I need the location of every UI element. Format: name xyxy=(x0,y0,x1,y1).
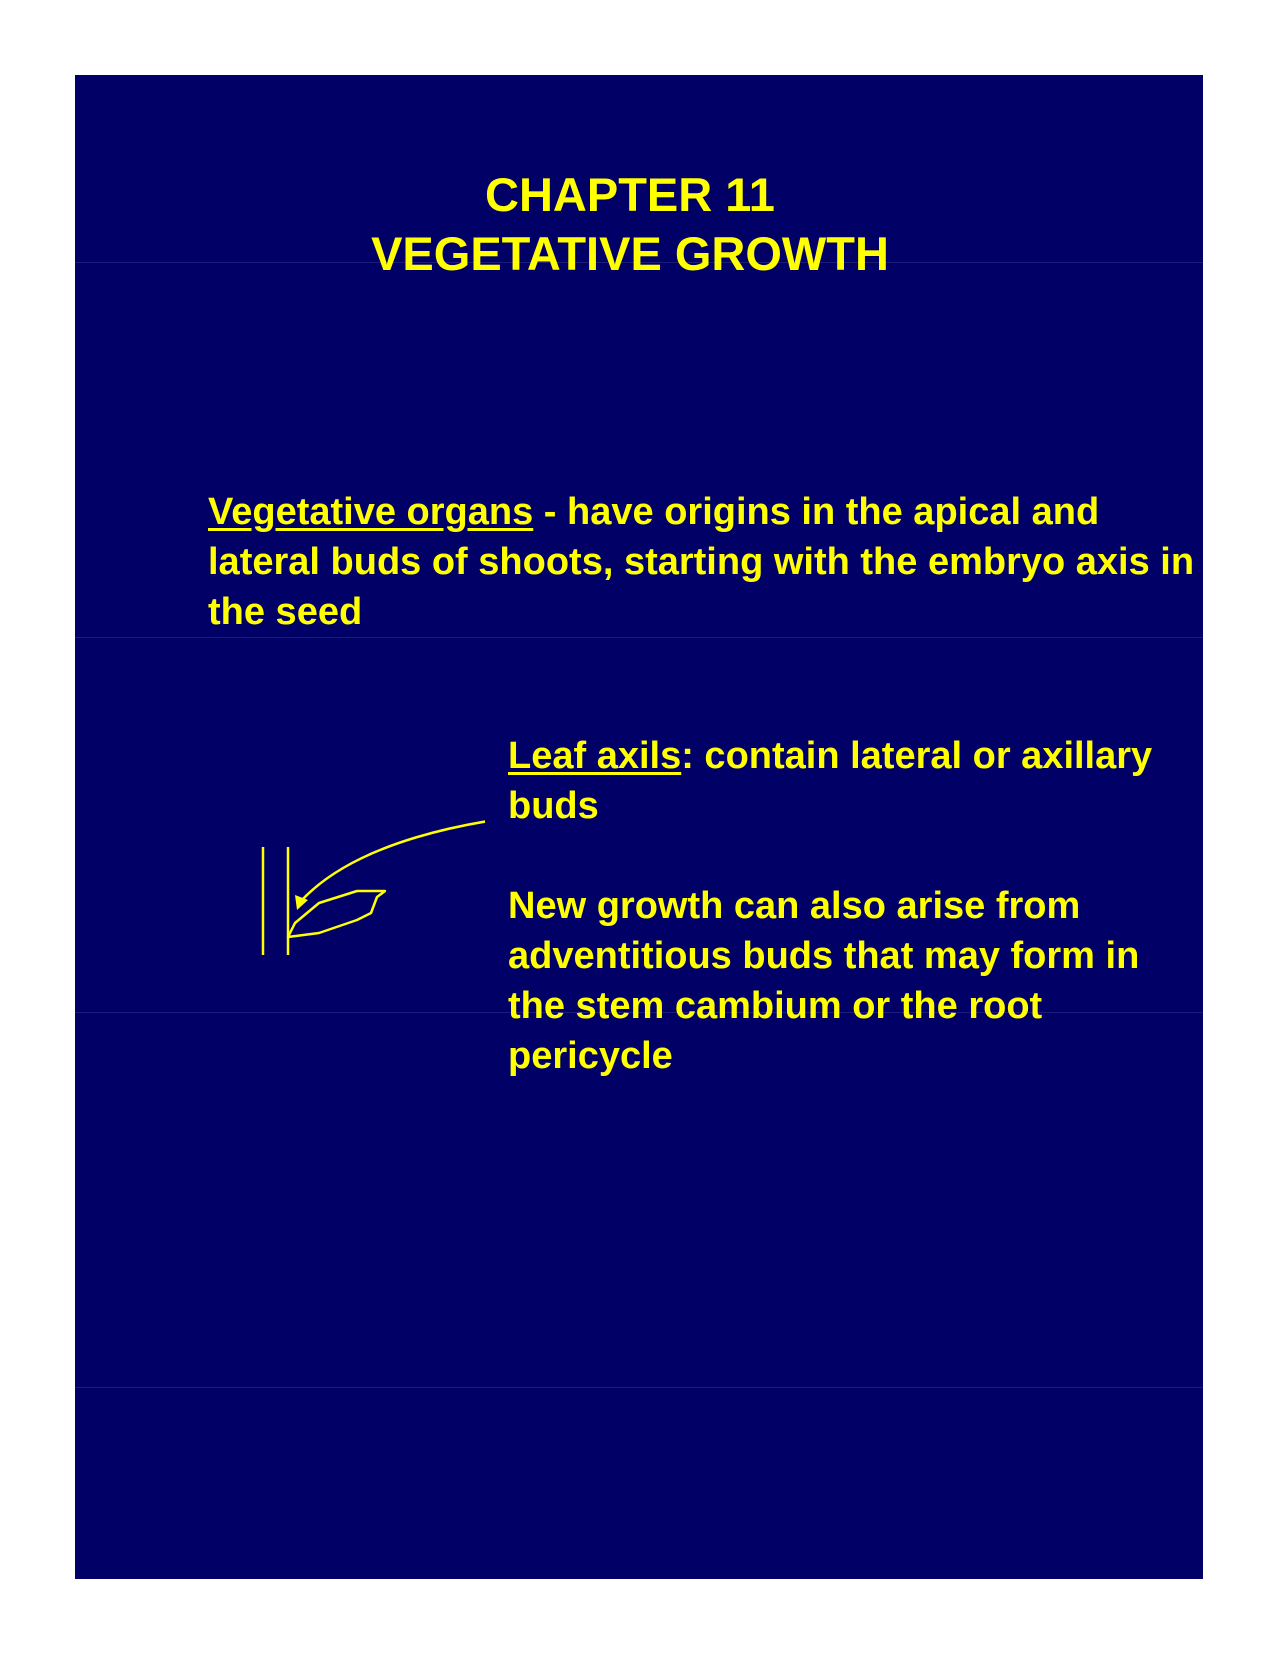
section-divider xyxy=(75,1387,1203,1388)
leaf-axils-definition: : contain lateral or axillary buds xyxy=(508,735,1153,827)
leaf-axils-term: Leaf axils xyxy=(508,735,682,777)
slide xyxy=(75,75,1203,1579)
chapter-name: VEGETATIVE GROWTH xyxy=(371,227,889,280)
vegetative-organs-term: Vegetative organs xyxy=(208,491,534,533)
vegetative-organs-definition: - have origins in the apical and lateral buds of shoots, starting with the embryo axis in the seed xyxy=(208,491,1195,633)
vegetative-organs-paragraph xyxy=(208,487,1198,637)
section-divider xyxy=(75,637,1203,638)
chapter-title xyxy=(75,165,1185,283)
leaf-axil-diagram xyxy=(245,715,485,955)
pointer-arrow-curve xyxy=(301,812,485,901)
adventitious-buds-paragraph: New growth can also arise from adventitious buds that may form in the stem cambium or the root pericycle xyxy=(508,885,1140,1077)
chapter-number: CHAPTER 11 xyxy=(485,168,775,221)
leaf-axils-paragraph xyxy=(508,731,1168,831)
